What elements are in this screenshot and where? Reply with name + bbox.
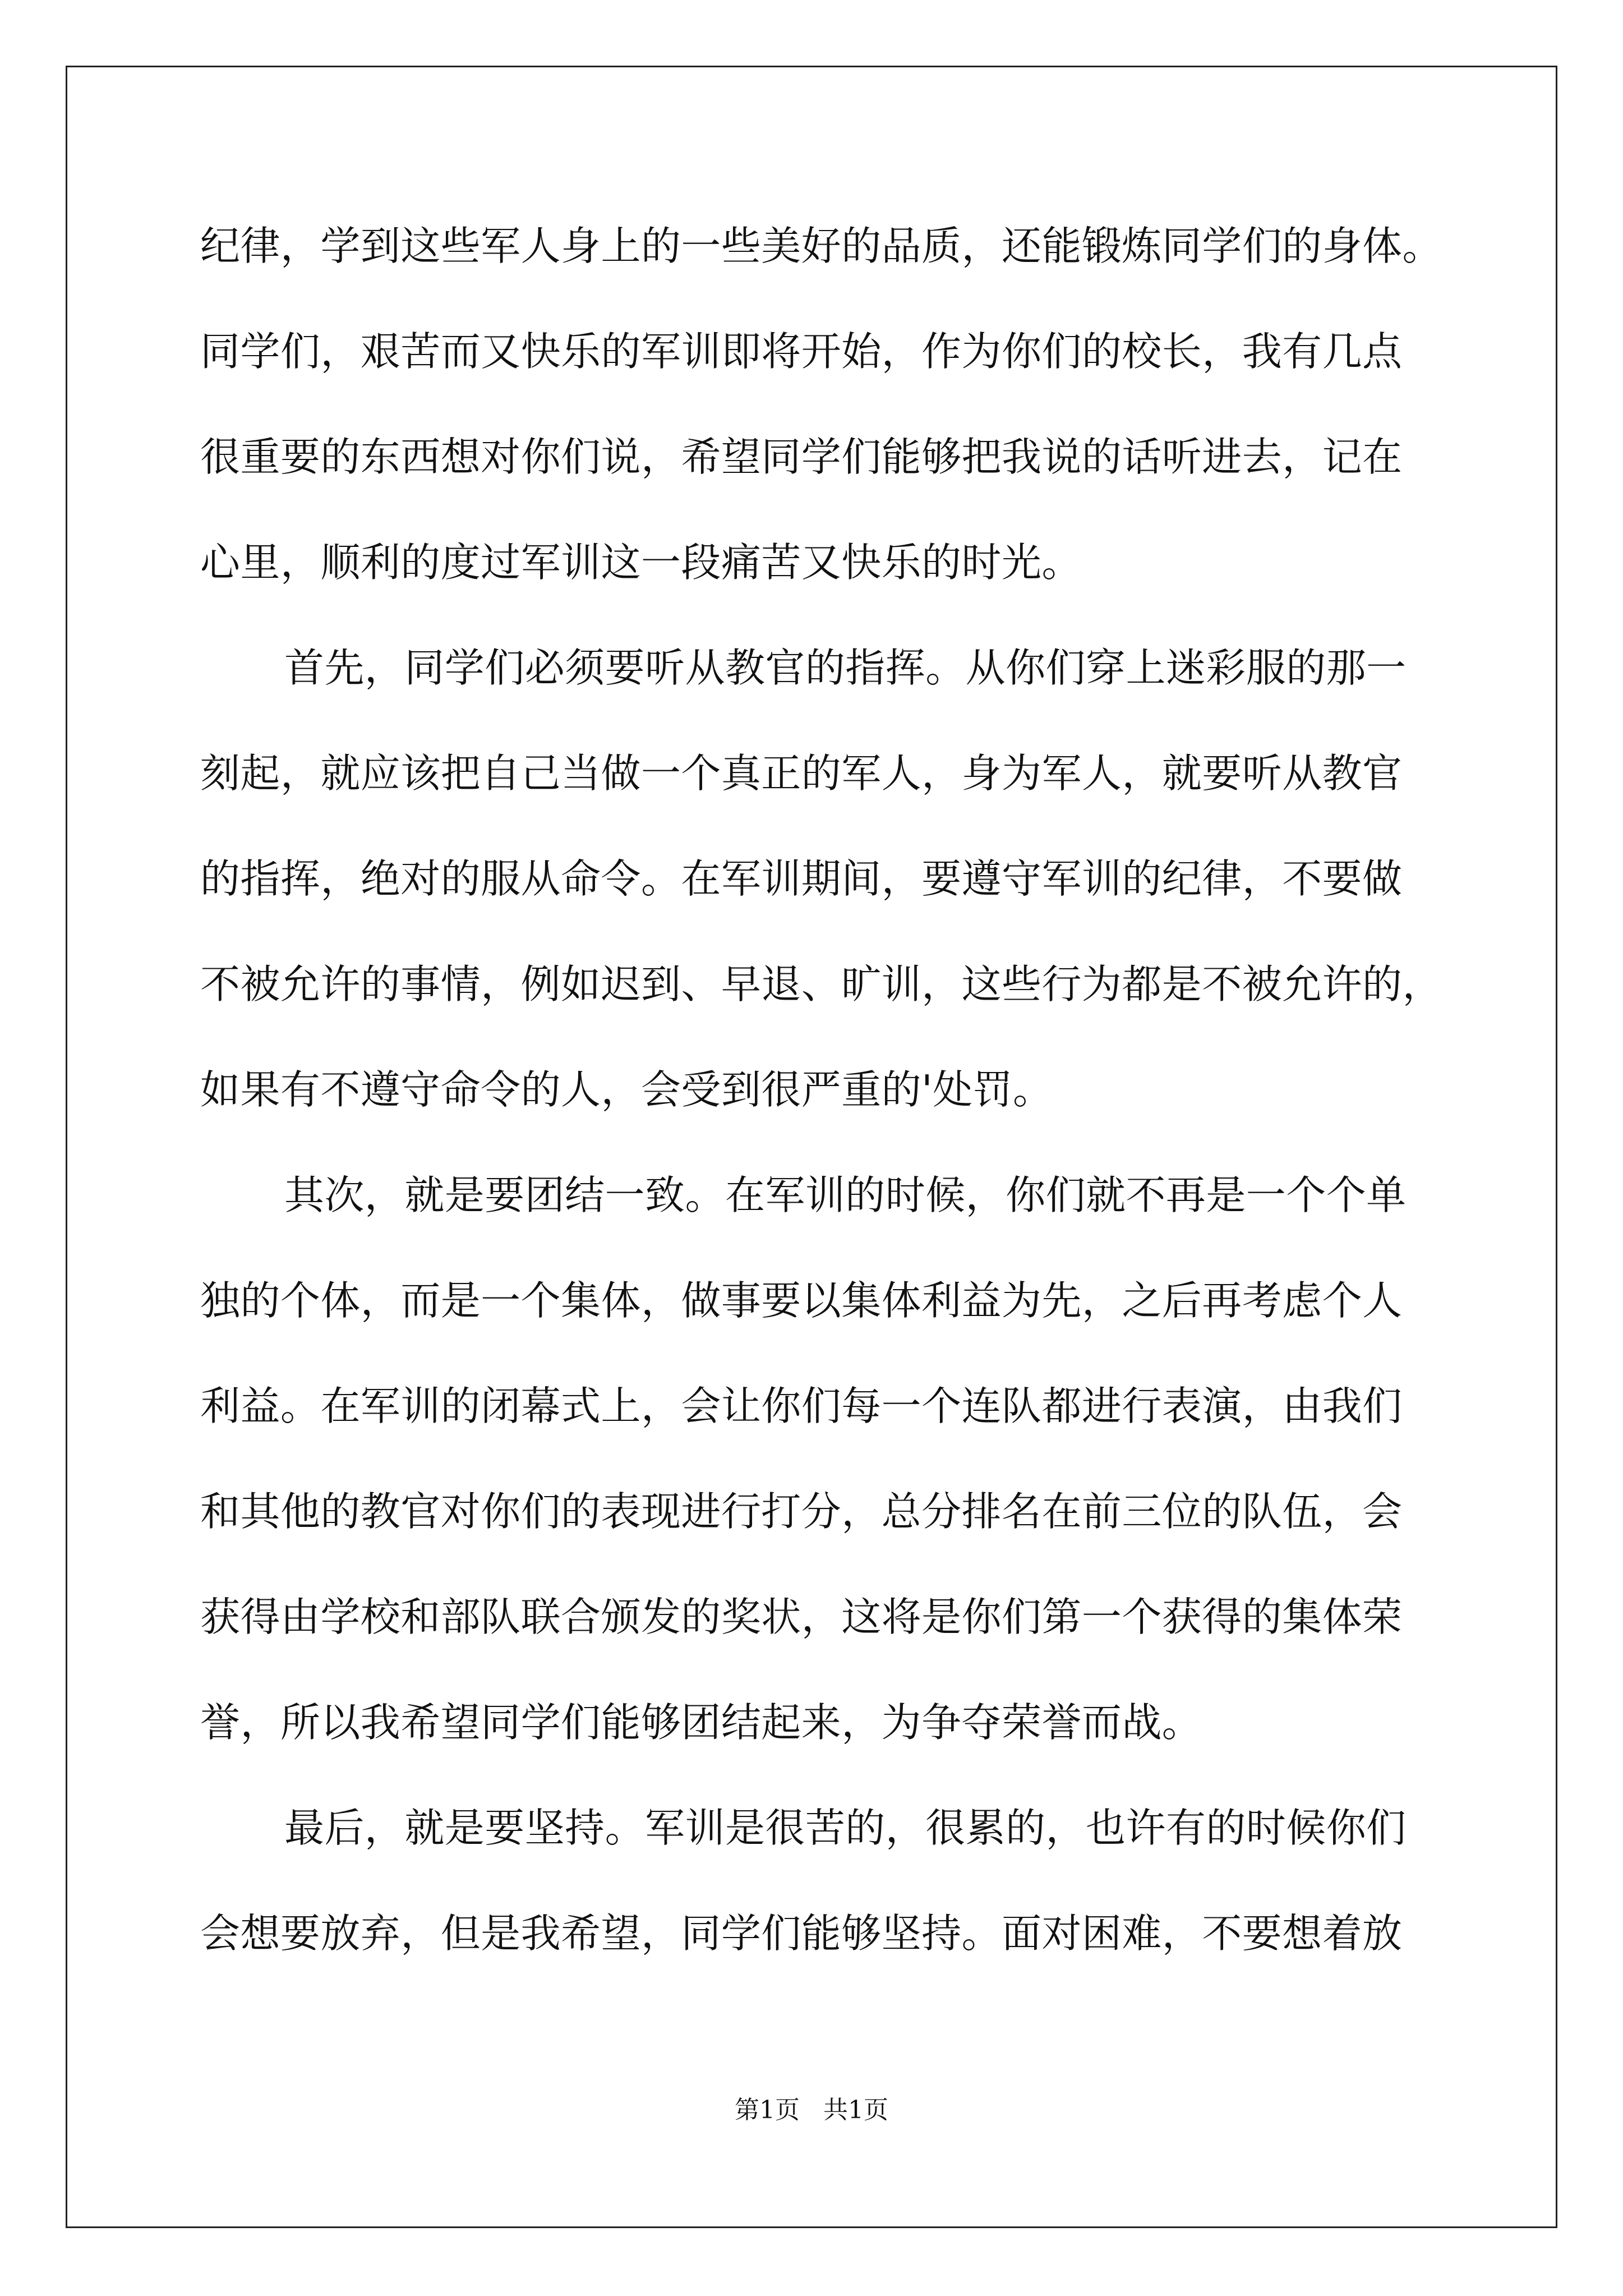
text-line: 如果有不遵守命令的人，会受到很严重的'处罚。 <box>200 1066 1053 1113</box>
text-line: 首先，同学们必须要听从教官的指挥。从你们穿上迷彩服的那一 <box>284 645 1407 691</box>
text-line: 利益。在军训的闭幕式上，会让你们每一个连队都进行表演，由我们 <box>200 1383 1403 1429</box>
text-line: 刻起，就应该把自己当做一个真正的军人，身为军人，就要听从教官 <box>200 750 1403 797</box>
text-line: 获得由学校和部队联合颁发的奖状，这将是你们第一个获得的集体荣 <box>200 1594 1403 1640</box>
text-line: 誉，所以我希望同学们能够团结起来，为争夺荣誉而战。 <box>200 1699 1202 1746</box>
text-line: 纪律，学到这些军人身上的一些美好的品质，还能锻炼同学们的身体。 <box>200 223 1442 269</box>
text-line: 和其他的教官对你们的表现进行打分，总分排名在前三位的队伍，会 <box>200 1488 1403 1535</box>
text-line: 其次，就是要团结一致。在军训的时候，你们就不再是一个个单 <box>284 1172 1407 1218</box>
text-line: 同学们，艰苦而又快乐的军训即将开始，作为你们的校长，我有几点 <box>200 328 1403 375</box>
document-body <box>200 194 1442 1986</box>
text-line: 不被允许的事情，例如迟到、早退、旷训，这些行为都是不被允许的， <box>200 961 1442 1007</box>
text-line: 独的个体，而是一个集体，做事要以集体利益为先，之后再考虑个人 <box>200 1277 1403 1324</box>
page-footer: 第1页 共1页 <box>735 2096 888 2124</box>
text-line: 很重要的东西想对你们说，希望同学们能够把我说的话听进去，记在 <box>200 434 1403 480</box>
text-line: 最后，就是要坚持。军训是很苦的，很累的，也许有的时候你们 <box>284 1805 1407 1851</box>
text-line: 心里，顺利的度过军训这一段痛苦又快乐的时光。 <box>200 539 1082 586</box>
text-line: 的指挥，绝对的服从命令。在军训期间，要遵守军训的纪律，不要做 <box>200 855 1403 902</box>
text-line: 会想要放弃，但是我希望，同学们能够坚持。面对困难，不要想着放 <box>200 1910 1403 1957</box>
